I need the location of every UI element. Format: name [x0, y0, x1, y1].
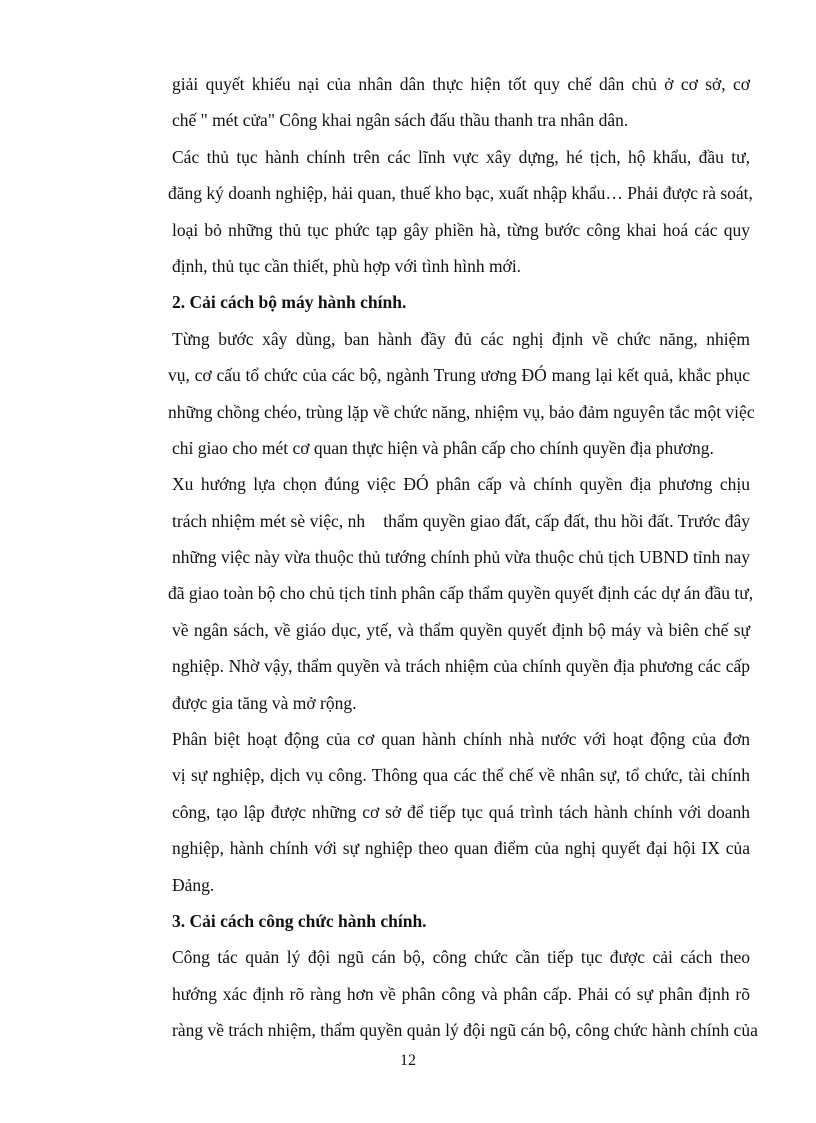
- paragraph-public-service-distinction: [172, 721, 750, 903]
- paragraph-administrative-procedures: [168, 139, 753, 285]
- text-line: đăng ký doanh nghiệp, hải quan, thuế kho bạc, xuất nhập khẩu… Phải được rà soát,: [168, 183, 753, 204]
- text-line: trách nhiệm mét sè việc, nh thẩm quyền giao đất, cấp đất, thu hồi đất. Trước đây: [172, 510, 750, 531]
- page-number: 12: [400, 1052, 416, 1069]
- text-line: công, tạo lập được những cơ sở để tiếp tục quá trình tách hành chính với doanh: [172, 801, 750, 822]
- text-line: vị sự nghiệp, dịch vụ công. Thông qua các thể chế về nhân sự, tổ chức, tài chính: [172, 765, 750, 786]
- text-line: Đảng.: [172, 874, 215, 895]
- text-line: Các thủ tục hành chính trên các lĩnh vực xây dựng, hé tịch, hộ khẩu, đầu tư,: [172, 146, 750, 167]
- text-line: Xu hướng lựa chọn đúng việc ĐÓ phân cấp và chính quyền địa phương chịu: [172, 474, 750, 495]
- section-heading-3: 3. Cải cách công chức hành chính.: [172, 910, 427, 931]
- section-heading-2: 2. Cải cách bộ máy hành chính.: [172, 292, 407, 313]
- text-line: về ngân sách, về giáo dục, ytế, và thẩm quyền quyết định bộ máy và biên chế sự: [172, 619, 750, 640]
- paragraph-civil-servant-reform: [172, 939, 758, 1048]
- text-line: chỉ giao cho mét cơ quan thực hiện và phân cấp cho chính quyền địa phương.: [172, 437, 714, 458]
- text-line: đã giao toàn bộ cho chủ tịch tỉnh phân cấp thẩm quyền quyết định các dự án đầu tư,: [168, 583, 754, 604]
- text-line: nghiệp, hành chính với sự nghiệp theo quan điểm của nghị quyết đại hội IX của: [172, 838, 750, 859]
- text-line: giải quyết khiếu nại của nhân dân thực hiện tốt quy chế dân chủ ở cơ sở, cơ: [172, 74, 750, 94]
- text-line: vụ, cơ cấu tổ chức của các bộ, ngành Trung ương ĐÓ mang lại kết quả, khắc phục: [168, 365, 750, 386]
- paragraph-decentralization: [168, 466, 754, 721]
- text-line: ràng về trách nhiệm, thẩm quyền quản lý đội ngũ cán bộ, công chức hành chính của: [172, 1020, 758, 1041]
- paragraph-continuation: [172, 66, 750, 139]
- text-line: được gia tăng và mở rộng.: [172, 692, 357, 713]
- text-line: nghiệp. Nhờ vậy, thẩm quyền và trách nhiệm của chính quyền địa phương các cấp: [172, 656, 750, 677]
- text-line: những việc này vừa thuộc thủ tướng chính phủ vừa thuộc chủ tịch UBND tỉnh nay: [172, 547, 750, 568]
- text-line: những chồng chéo, trùng lặp về chức năng, nhiệm vụ, bảo đảm nguyên tắc một việc: [168, 401, 755, 422]
- text-line: hướng xác định rõ ràng hơn về phân công và phân cấp. Phải có sự phân định rõ: [172, 983, 750, 1004]
- text-line: Phân biệt hoạt động của cơ quan hành chính nhà nước với hoạt động của đơn: [172, 729, 750, 750]
- document-body: [168, 66, 758, 1049]
- paragraph-apparatus-reform: [168, 321, 755, 467]
- text-line: loại bỏ những thủ tục phức tạp gây phiền hà, từng bước công khai hoá các quy: [172, 219, 750, 240]
- text-line: chế " mét cửa" Công khai ngân sách đấu thầu thanh tra nhân dân.: [172, 110, 629, 131]
- text-line: Từng bước xây dùng, ban hành đầy đủ các nghị định về chức năng, nhiệm: [172, 328, 750, 349]
- text-line: Công tác quản lý đội ngũ cán bộ, công chức cần tiếp tục được cải cách theo: [172, 947, 750, 968]
- text-line: định, thủ tục cần thiết, phù hợp với tình hình mới.: [172, 255, 522, 276]
